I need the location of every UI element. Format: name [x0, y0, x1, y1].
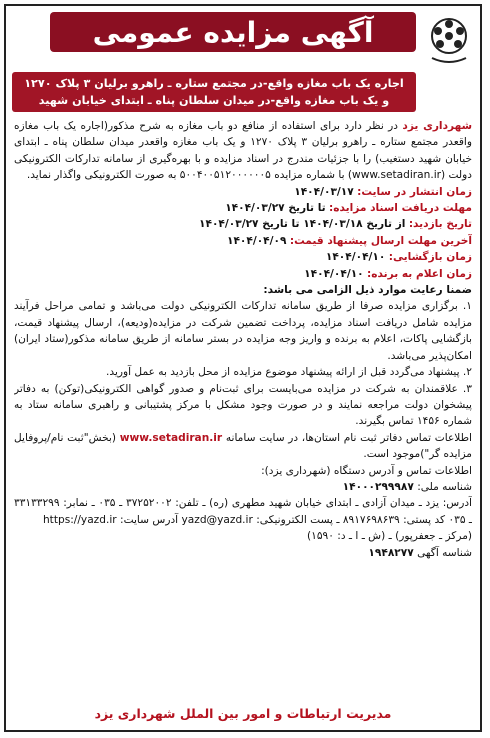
yazd-municipality-logo: [424, 14, 474, 68]
date-row-deadline: [14, 233, 472, 249]
note-item-3: ۳. علاقمندان به شرکت در مزایده می‌بایست برای ثبت‌نام و صدور گواهی الکترونیکی(توکن) به دفاتر پیشخوان دولت مراجعه نمایند و در صورت وجود مشکل با مرکز پشتیبانی و راهبری سامانه ستاد به شماره ۱۴۵۶ تماس بگیرند.: [14, 382, 472, 428]
intro-paragraph: [14, 118, 472, 184]
contact-line-2: (بخش"ثبت نام/پروفایل مزایده گر")موجود است.: [14, 431, 472, 461]
footer-signature: مدیریت ارتباطات و امور بین الملل شهرداری یزد: [94, 706, 392, 721]
subject-banner: [12, 72, 416, 112]
address-text: آدرس: یزد ـ میدان آزادی ـ ابتدای خیابان شهید مطهری (ره) ـ تلفن: ۳۷۲۵۲۰۰۲ ـ ۰۳۵ ـ نمابر: ۳۳۱۳۳۲۹۹ ـ ۰۳۵ کد پستی: ۸۹۱۷۶۹۸۶۳۹ ـ پست الکترونیکی:: [14, 497, 472, 526]
national-id-value: ۱۴۰۰۰۲۹۹۹۸۷: [342, 480, 414, 493]
subject-line-1: اجاره یک باب مغازه واقع-در مجتمع ستاره ـ راهرو برلیان ۳ پلاک ۱۲۷۰: [24, 77, 404, 90]
national-id-label: شناسه ملی:: [417, 480, 472, 493]
header: [6, 6, 480, 72]
contact-line-1: اطلاعات تماس دفاتر ثبت نام استان‌ها، در سایت سامانه: [225, 431, 472, 444]
date-row-opening: [14, 249, 472, 265]
stamp-code: (مرکز ـ جعفرپور) ـ (ش ـ ا ـ د: ۱۵۹۰): [307, 530, 472, 543]
website-label: آدرس سایت:: [120, 513, 179, 526]
date-row-documents: [14, 200, 472, 216]
date-label: آخرین مهلت ارسال پیشنهاد قیمت:: [289, 234, 472, 247]
contact-section: [14, 430, 472, 463]
date-value: ۱۴۰۴/۰۳/۱۷: [294, 185, 354, 198]
intro-text-2: با شماره مزایده ۵۰۰۴۰۰۵۱۲۰۰۰۰۰۰۵ به صورت الکترونیکی واگذار نماید.: [26, 169, 345, 182]
note-item-2: ۲. پیشنهاد می‌گردد قبل از ارائه پیشنهاد موضوع مزایده از محل بازدید به عمل آورید.: [106, 366, 472, 379]
date-label: زمان بازگشایی:: [388, 251, 472, 264]
setad-site-link[interactable]: (www.setadiran.ir): [347, 169, 446, 182]
notice-frame: [4, 4, 482, 732]
date-value: ۱۴۰۴/۰۴/۰۹: [226, 234, 287, 247]
date-row-visit: [14, 216, 472, 232]
date-value: ۱۴۰۴/۰۴/۱۰: [304, 267, 364, 280]
date-row-publish: [14, 184, 472, 200]
email-link[interactable]: yazd@yazd.ir: [181, 513, 253, 526]
contact-line-3: اطلاعات تماس و آدرس دستگاه (شهرداری یزد):: [261, 464, 472, 477]
contact-site-link[interactable]: www.setadiran.ir: [119, 431, 223, 444]
notes-title: ضمنا رعایت موارد ذیل الزامی می باشد:: [263, 284, 472, 297]
ad-id-value: ۱۹۴۸۲۷۷: [368, 546, 414, 559]
date-label: زمان انتشار در سایت:: [357, 185, 472, 198]
date-label: مهلت دریافت اسناد مزایده:: [329, 202, 472, 215]
date-value: تا تاریخ ۱۴۰۴/۰۳/۲۷: [225, 202, 326, 215]
website-link[interactable]: https://yazd.ir: [42, 513, 117, 526]
date-value: ۱۴۰۴/۰۴/۱۰: [325, 251, 386, 264]
date-value: از تاریخ ۱۴۰۴/۰۳/۱۸ تا تاریخ ۱۴۰۴/۰۳/۲۷: [199, 218, 406, 231]
subject-line-2: و یک باب مغازه واقع-در میدان سلطان پناه ـ ابتدای خیابان شهید: [38, 94, 390, 107]
notice-body: [14, 118, 472, 702]
org-name: شهرداری یزد: [402, 120, 472, 132]
notice-title: آگهی مزایده عمومی: [50, 12, 416, 52]
ad-id-label: شناسه آگهی: [417, 546, 472, 559]
national-id-row: [14, 479, 472, 495]
note-item-1: ۱. برگزاری مزایده صرفا از طریق سامانه تدارکات الکترونیکی دولت می‌باشد و تمامی مراحل فرآیند مزایده شامل دریافت اسناد مزایده، پرداخت تضمین شرکت در مزایده(ودیعه)، ارسال پیشنهاد قیمت، بازگشایی پاکات، اعلام به برنده و واریز وجه مزایده در بستر سامانه از طریق سامانه مذکور(ستاد ایران) امکان‌پذیر می‌باشد.: [14, 300, 472, 362]
dates-list: [14, 184, 472, 282]
address-row: [14, 495, 472, 528]
ad-id-row: [14, 545, 472, 561]
date-label: زمان اعلام به برنده:: [367, 267, 472, 280]
date-row-winner: [14, 266, 472, 282]
intro-text: در نظر دارد برای استفاده از منافع دو باب مغازه به شرح مذکور(اجاره یک باب مغازه واقعدر مجتمع ستاره ـ راهرو برلیان ۳ پلاک ۱۲۷۰ و یک باب مغازه واقعدر میدان سلطان پناه ـ ابتدای خیابان شهید دستغیب) را با جزئیات مندرج در اسناد مزایده و با بهره‌گیری از سامانه تدارکات الکترونیکی دولت: [14, 120, 472, 182]
date-label: تاریخ بازدید:: [408, 218, 472, 231]
